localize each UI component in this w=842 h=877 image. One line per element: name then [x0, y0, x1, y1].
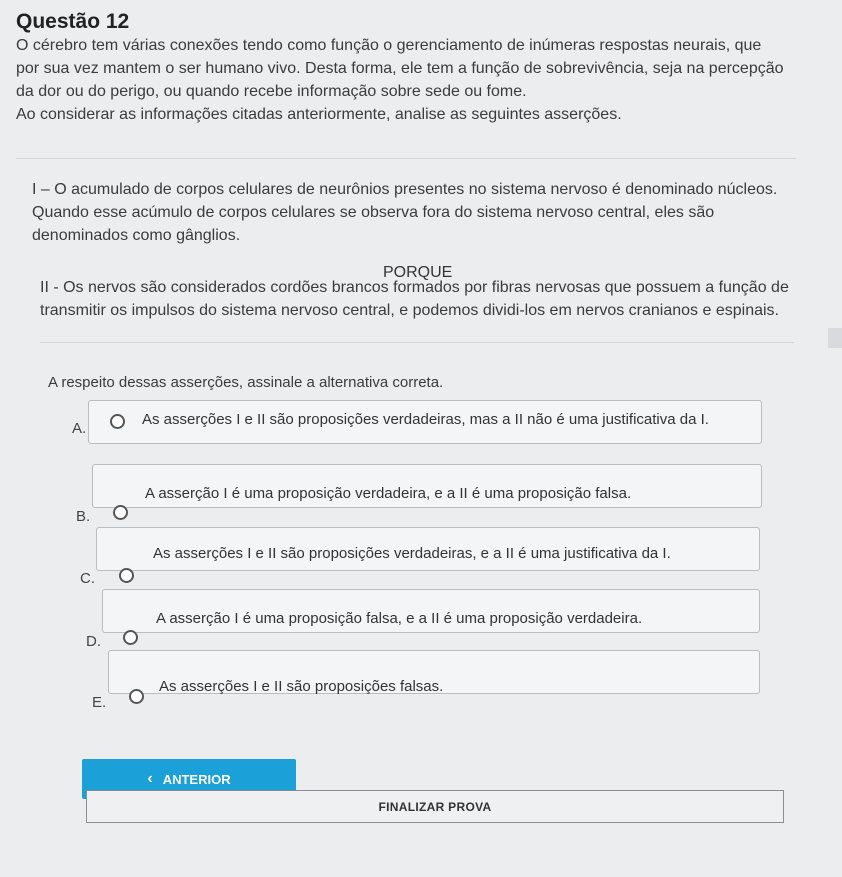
- option-text: As asserções I e II são proposições verdadeiras, e a II é uma justificativa da I.: [153, 545, 671, 562]
- intro-line: O cérebro tem várias conexões tendo como função o gerenciamento de inúmeras respostas neurais, que: [16, 37, 762, 54]
- divider: [40, 342, 794, 343]
- chevron-left-icon: ‹: [147, 770, 153, 787]
- option-b[interactable]: [92, 464, 762, 508]
- radio-option-a[interactable]: [110, 414, 125, 429]
- option-e[interactable]: [108, 650, 760, 694]
- option-d[interactable]: [102, 589, 760, 633]
- assertion-line: I – O acumulado de corpos celulares de neurônios presentes no sistema nervoso é denominado núcleos.: [32, 181, 778, 198]
- intro-line: por sua vez mantem o ser humano vivo. Desta forma, ele tem a função de sobrevivência, seja na percepção: [16, 60, 784, 77]
- radio-option-c[interactable]: [119, 568, 134, 583]
- finish-exam-button[interactable]: [86, 790, 784, 823]
- assertion-line: denominados como gânglios.: [32, 227, 241, 244]
- option-text: A asserção I é uma proposição falsa, e a II é uma proposição verdadeira.: [156, 610, 643, 627]
- assertion-one: [32, 178, 794, 247]
- assertion-line: transmitir os impulsos do sistema nervoso central, e podemos dividi-los em nervos cranianos e espinais.: [40, 302, 779, 319]
- question-title: Questão 12: [16, 10, 130, 33]
- previous-label: ANTERIOR: [162, 771, 231, 787]
- option-letter-d: D.: [86, 633, 101, 650]
- option-c[interactable]: [96, 527, 760, 571]
- assertion-line: Quando esse acúmulo de corpos celulares se observa fora do sistema nervoso central, eles são: [32, 204, 715, 221]
- scrollbar[interactable]: [828, 328, 842, 348]
- assertion-two: [40, 276, 794, 322]
- intro-line: Ao considerar as informações citadas anteriormente, analise as seguintes asserções.: [16, 106, 622, 123]
- option-letter-c: C.: [80, 570, 95, 587]
- question-intro: [16, 34, 796, 126]
- porque-label: PORQUE: [383, 264, 453, 281]
- finish-label: FINALIZAR PROVA: [378, 799, 492, 814]
- divider: [16, 158, 796, 159]
- assertion-line: II - Os nervos são considerados cordões brancos formados por fibras nervosas que possuem a função de: [40, 279, 789, 296]
- radio-option-e[interactable]: [129, 689, 144, 704]
- intro-line: da dor ou do perigo, ou quando recebe informação sobre sede ou fome.: [16, 83, 527, 100]
- question-prompt: A respeito dessas asserções, assinale a alternativa correta.: [48, 374, 444, 391]
- radio-option-d[interactable]: [123, 630, 138, 645]
- option-text: A asserção I é uma proposição verdadeira, e a II é uma proposição falsa.: [145, 485, 632, 502]
- option-letter-a: A.: [72, 420, 87, 437]
- option-letter-e: E.: [92, 694, 107, 711]
- option-a[interactable]: [88, 400, 762, 444]
- option-letter-b: B.: [76, 508, 91, 525]
- option-text: As asserções I e II são proposições verdadeiras, mas a II não é uma justificativa da I.: [142, 411, 709, 428]
- radio-option-b[interactable]: [113, 505, 128, 520]
- option-text: As asserções I e II são proposições falsas.: [159, 678, 444, 695]
